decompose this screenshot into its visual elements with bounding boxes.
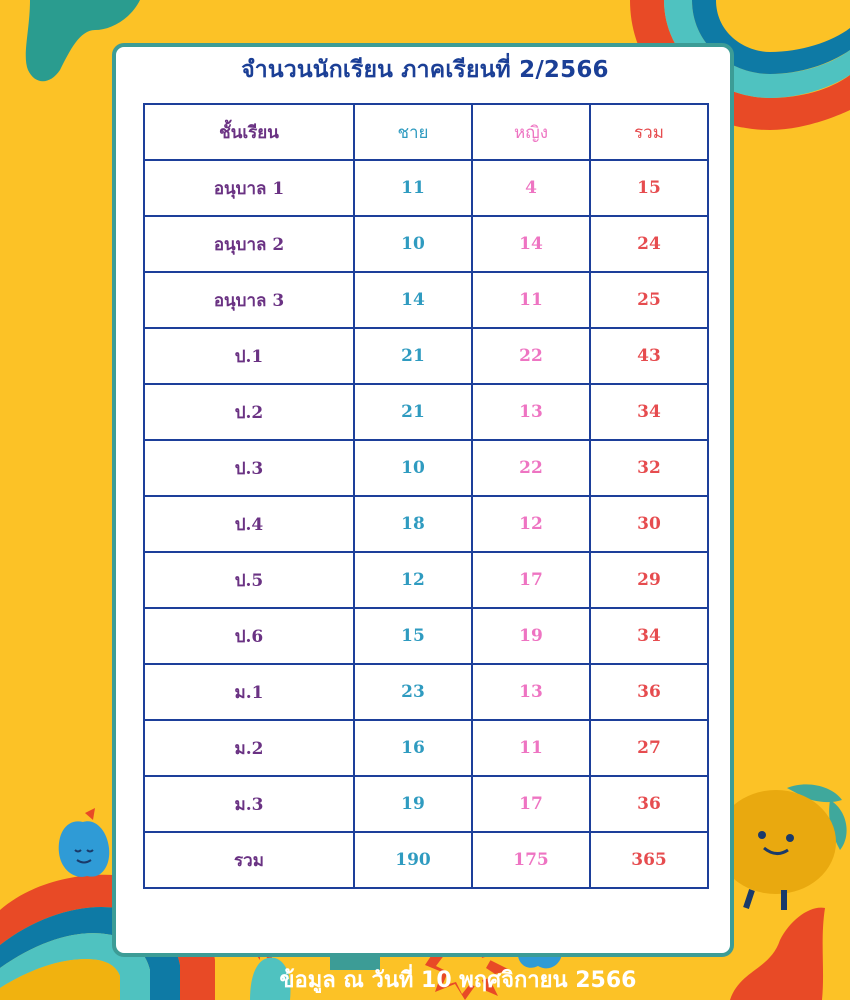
grade-cell: ป.2 <box>144 384 354 440</box>
table-row <box>144 664 708 720</box>
total-cell: 36 <box>590 664 708 720</box>
total-cell: 34 <box>590 384 708 440</box>
male-cell: 19 <box>354 776 472 832</box>
table-row <box>144 776 708 832</box>
total-cell: 27 <box>590 720 708 776</box>
female-cell: 11 <box>472 720 590 776</box>
header-female: หญิง <box>472 104 590 160</box>
female-cell: 17 <box>472 552 590 608</box>
grade-cell: รวม <box>144 832 354 888</box>
female-cell: 17 <box>472 776 590 832</box>
header-grade: ชั้นเรียน <box>144 104 354 160</box>
grade-cell: อนุบาล 3 <box>144 272 354 328</box>
female-cell: 4 <box>472 160 590 216</box>
table-row <box>144 328 708 384</box>
table-row <box>144 272 708 328</box>
male-cell: 11 <box>354 160 472 216</box>
male-cell: 10 <box>354 216 472 272</box>
total-cell: 30 <box>590 496 708 552</box>
grade-cell: ม.3 <box>144 776 354 832</box>
table-row <box>144 720 708 776</box>
total-cell: 15 <box>590 160 708 216</box>
page-title: จำนวนนักเรียน ภาคเรียนที่ 2/2566 <box>241 57 609 83</box>
female-cell: 12 <box>472 496 590 552</box>
grade-cell: อนุบาล 2 <box>144 216 354 272</box>
grade-cell: ป.5 <box>144 552 354 608</box>
female-cell: 11 <box>472 272 590 328</box>
grade-cell: ม.1 <box>144 664 354 720</box>
data-date-note: ข้อมูล ณ วันที่ 10 พฤศจิกายน 2566 <box>279 968 637 993</box>
total-cell: 365 <box>590 832 708 888</box>
total-cell: 29 <box>590 552 708 608</box>
total-cell: 32 <box>590 440 708 496</box>
grade-cell: ป.4 <box>144 496 354 552</box>
male-cell: 14 <box>354 272 472 328</box>
table-row <box>144 216 708 272</box>
male-cell: 10 <box>354 440 472 496</box>
female-cell: 22 <box>472 328 590 384</box>
grade-cell: ม.2 <box>144 720 354 776</box>
female-cell: 13 <box>472 664 590 720</box>
total-cell: 43 <box>590 328 708 384</box>
female-cell: 22 <box>472 440 590 496</box>
total-cell: 36 <box>590 776 708 832</box>
table-row <box>144 608 708 664</box>
male-cell: 18 <box>354 496 472 552</box>
grade-cell: ป.6 <box>144 608 354 664</box>
male-cell: 21 <box>354 384 472 440</box>
student-count-table <box>143 103 709 889</box>
male-cell: 15 <box>354 608 472 664</box>
header-total: รวม <box>590 104 708 160</box>
total-cell: 34 <box>590 608 708 664</box>
table-row <box>144 496 708 552</box>
table-total-row <box>144 832 708 888</box>
male-cell: 12 <box>354 552 472 608</box>
male-cell: 16 <box>354 720 472 776</box>
table-header-row <box>144 104 708 160</box>
female-cell: 14 <box>472 216 590 272</box>
apple-character-left-decoration <box>55 808 115 883</box>
grade-cell: ป.3 <box>144 440 354 496</box>
table-row <box>144 160 708 216</box>
total-cell: 25 <box>590 272 708 328</box>
grade-cell: ป.1 <box>144 328 354 384</box>
header-male: ชาย <box>354 104 472 160</box>
male-cell: 21 <box>354 328 472 384</box>
male-cell: 23 <box>354 664 472 720</box>
female-cell: 13 <box>472 384 590 440</box>
table-row <box>144 552 708 608</box>
female-cell: 19 <box>472 608 590 664</box>
female-cell: 175 <box>472 832 590 888</box>
table-row <box>144 384 708 440</box>
total-cell: 24 <box>590 216 708 272</box>
grade-cell: อนุบาล 1 <box>144 160 354 216</box>
table-row <box>144 440 708 496</box>
male-cell: 190 <box>354 832 472 888</box>
